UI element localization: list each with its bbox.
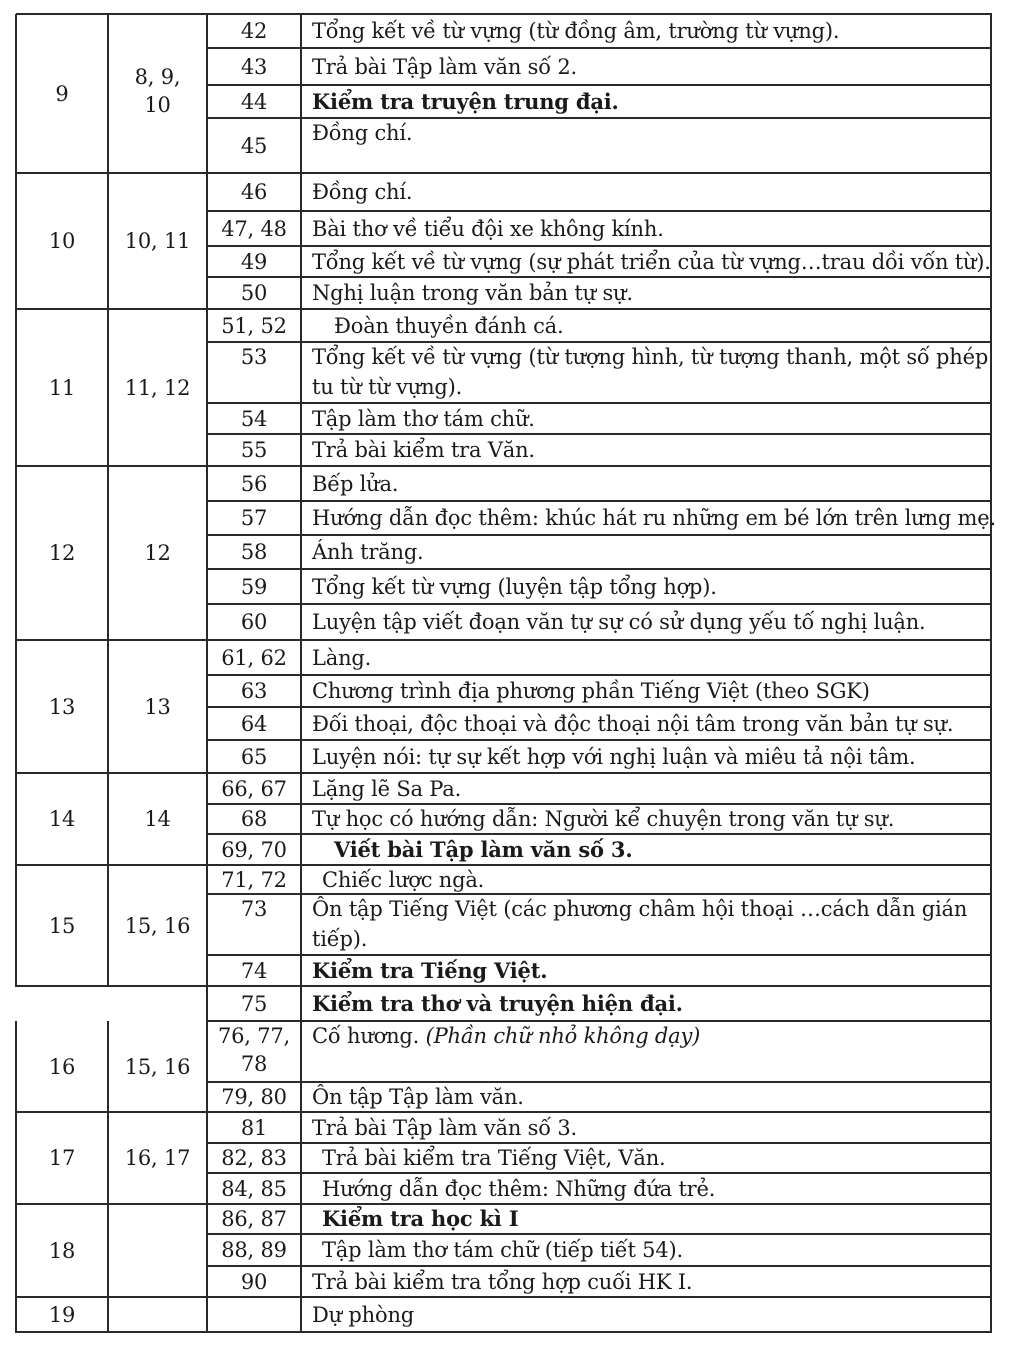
- week-number-cell: 10: [48, 229, 76, 253]
- week-column-rule: [107, 1021, 109, 1113]
- lesson-row-divider: [207, 1265, 992, 1267]
- lesson-title: Trả bài kiểm tra Tiếng Việt, Văn.: [322, 1146, 666, 1170]
- table-left-border: [15, 773, 17, 866]
- lesson-number: 64: [240, 712, 268, 736]
- week-number-cell: 17: [48, 1146, 76, 1170]
- lesson-row-divider: [207, 47, 992, 49]
- lesson-title: Ánh trăng.: [312, 540, 424, 564]
- lesson-row-divider: [207, 1142, 992, 1144]
- lesson-title-note: (Phần chữ nhỏ không dạy): [419, 1024, 701, 1048]
- lesson-title: Trả bài Tập làm văn số 3.: [312, 1116, 577, 1140]
- lesson-title: Bếp lửa.: [312, 472, 399, 496]
- lesson-number: 76, 77,: [217, 1024, 291, 1048]
- lesson-title-line2: tiếp).: [312, 927, 368, 951]
- lesson-number: 82, 83: [221, 1146, 287, 1170]
- lesson-title: Trả bài kiểm tra Văn.: [312, 438, 535, 462]
- lesson-title: Kiểm tra truyện trung đại.: [312, 89, 619, 114]
- lesson-row-divider: [207, 833, 992, 835]
- week-row-divider: [16, 1296, 992, 1298]
- lesson-title: Đối thoại, độc thoại và độc thoại nội tâm trong văn bản tự sự.: [312, 712, 954, 736]
- chapter-cell: 13: [144, 694, 171, 719]
- lesson-title: Kiểm tra học kì I: [322, 1206, 519, 1231]
- lesson-row-divider: [207, 803, 992, 805]
- week-number-cell: 14: [48, 807, 76, 831]
- lesson-title: Ôn tập Tiếng Việt (các phương châm hội thoại …cách dẫn gián: [312, 897, 968, 921]
- lesson-title: Lặng lẽ Sa Pa.: [312, 777, 462, 801]
- lesson-row-divider: [207, 117, 992, 119]
- lesson-row-divider: [207, 341, 992, 343]
- lesson-number: 49: [240, 250, 268, 274]
- lesson-title: Đoàn thuyền đánh cá.: [334, 314, 564, 338]
- lesson-number: 54: [240, 407, 268, 431]
- lesson-title: Tổng kết về từ vựng (sự phát triển của từ vựng…trau dồi vốn từ).: [312, 250, 991, 274]
- lesson-title: [312, 1023, 700, 1049]
- lesson-number: 42: [240, 19, 268, 43]
- chapter-cell: 16, 17: [124, 1146, 191, 1170]
- lesson-title: Tổng kết về từ vựng (từ tượng hình, từ tượng thanh, một số phép: [312, 345, 989, 369]
- chapter-cell: 12: [144, 541, 171, 565]
- week-row-divider: [16, 985, 208, 987]
- week-row-divider: [16, 1111, 992, 1113]
- table-left-border: [15, 1021, 17, 1113]
- table-left-border: [15, 309, 17, 467]
- lesson-title: Chương trình địa phương phần Tiếng Việt (theo SGK): [312, 679, 870, 703]
- lesson-row-divider: [207, 674, 992, 676]
- lesson-number: 81: [240, 1116, 268, 1140]
- lesson-title: Kiểm tra thơ và truyện hiện đại.: [312, 991, 683, 1016]
- week-number-cell: 15: [48, 913, 76, 938]
- lesson-title: Tổng kết về từ vựng (từ đồng âm, trường từ vựng).: [312, 19, 840, 43]
- lesson-title: Tập làm thơ tám chữ (tiếp tiết 54).: [322, 1238, 683, 1262]
- week-row-divider: [16, 772, 992, 774]
- lesson-number: 79, 80: [221, 1085, 287, 1109]
- lesson-number: 73: [240, 897, 268, 921]
- lesson-row-divider: [207, 568, 992, 570]
- chapter-cell: 15, 16: [124, 1054, 191, 1079]
- table-left-border: [15, 1297, 17, 1333]
- lesson-title: Trả bài Tập làm văn số 2.: [312, 55, 577, 79]
- lesson-title: Nghị luận trong văn bản tự sự.: [312, 281, 633, 305]
- week-number-cell: 18: [48, 1238, 76, 1263]
- lesson-row-divider: [207, 500, 992, 502]
- lesson-number: 66, 67: [221, 777, 287, 801]
- table-left-border: [15, 173, 17, 310]
- lesson-number: 71, 72: [221, 868, 287, 892]
- table-left-border: [15, 466, 17, 641]
- table-left-border: [15, 14, 17, 174]
- week-row-divider: [16, 864, 992, 866]
- lesson-number: 69, 70: [221, 838, 287, 862]
- week-number-cell: 12: [48, 541, 76, 565]
- lesson-row-divider: [207, 433, 992, 435]
- lesson-title: Luyện tập viết đoạn văn tự sự có sử dụng yếu tố nghị luận.: [312, 610, 926, 634]
- lesson-number: 63: [240, 679, 268, 703]
- lesson-title: Tổng kết từ vựng (luyện tập tổng hợp).: [312, 575, 717, 599]
- week-column-rule: [107, 865, 109, 987]
- week-row-divider: [16, 172, 992, 174]
- table-left-border: [15, 1204, 17, 1298]
- lesson-title: Tự học có hướng dẫn: Người kể chuyện trong văn tự sự.: [312, 807, 895, 831]
- lesson-number: 59: [240, 575, 268, 599]
- lesson-number: 58: [240, 540, 268, 564]
- lesson-title: Bài thơ về tiểu đội xe không kính.: [312, 217, 664, 241]
- lesson-title: Chiếc lược ngà.: [322, 868, 485, 892]
- lesson-number: 44: [240, 90, 268, 114]
- chapter-cell: 8, 9,: [134, 64, 181, 89]
- lesson-number: 43: [240, 55, 268, 79]
- table-left-border: [15, 865, 17, 987]
- table-top-border: [16, 13, 992, 15]
- lesson-row-divider: [207, 954, 992, 956]
- lesson-number: 61, 62: [221, 646, 287, 670]
- lesson-row-divider: [207, 84, 992, 86]
- lesson-number-line2: 78: [240, 1052, 268, 1076]
- chapter-cell: 11, 12: [124, 375, 191, 400]
- week-column-rule: [107, 1204, 109, 1298]
- lesson-title-line2: tu từ từ vựng).: [312, 375, 463, 399]
- lesson-title: Dự phòng: [312, 1303, 415, 1327]
- lesson-number: 86, 87: [221, 1207, 287, 1231]
- week-row-divider: [16, 1203, 992, 1205]
- table-left-border: [15, 1112, 17, 1205]
- week-column-rule: [107, 1297, 109, 1333]
- lesson-number: 57: [240, 506, 268, 530]
- lesson-row-divider: [207, 739, 992, 741]
- lesson-number: 45: [240, 134, 268, 158]
- lesson-title: Trả bài kiểm tra tổng hợp cuối HK I.: [312, 1270, 693, 1294]
- lesson-number: 68: [240, 807, 268, 831]
- week-number-cell: 11: [48, 375, 76, 400]
- lesson-row-divider: [207, 245, 992, 247]
- lesson-number: 47, 48: [221, 217, 287, 241]
- lesson-title: Viết bài Tập làm văn số 3.: [334, 837, 633, 862]
- chapter-cell: 10, 11: [124, 229, 191, 253]
- lesson-row-divider: [207, 1233, 992, 1235]
- week-number-cell: 13: [48, 694, 76, 719]
- week-row-divider: [207, 1020, 992, 1022]
- lesson-number: 88, 89: [221, 1238, 287, 1262]
- lesson-number: 75: [240, 992, 268, 1016]
- lesson-title: Ôn tập Tập làm văn.: [312, 1085, 524, 1109]
- lesson-title: Hướng dẫn đọc thêm: Những đứa trẻ.: [322, 1177, 716, 1201]
- lesson-title: Kiểm tra Tiếng Việt.: [312, 958, 548, 983]
- lesson-row-divider: [207, 1172, 992, 1174]
- week-column-rule: [107, 773, 109, 866]
- week-column-rule: [107, 309, 109, 467]
- week-number-cell: 16: [48, 1054, 76, 1079]
- lesson-row-divider: [207, 210, 992, 212]
- lesson-number: 46: [240, 180, 268, 204]
- lesson-row-divider: [207, 706, 992, 708]
- lesson-row-divider: [207, 402, 992, 404]
- week-row-divider: [16, 1331, 992, 1333]
- lesson-number: 65: [240, 745, 268, 769]
- lesson-number: 84, 85: [221, 1177, 287, 1201]
- lesson-number: 90: [240, 1270, 268, 1294]
- lesson-title: Hướng dẫn đọc thêm: khúc hát ru những em bé lớn trên lưng mẹ.: [312, 506, 996, 530]
- chapter-cell: 15, 16: [124, 913, 191, 938]
- lesson-title-main: Cố hương.: [312, 1024, 420, 1048]
- week-row-divider: [16, 308, 992, 310]
- lesson-number: 74: [240, 959, 268, 983]
- week-row-divider: [16, 639, 992, 641]
- lesson-number: 55: [240, 438, 268, 462]
- lesson-number: 53: [240, 345, 268, 369]
- lesson-number: 51, 52: [221, 314, 287, 338]
- lesson-title: Luyện nói: tự sự kết hợp với nghị luận và miêu tả nội tâm.: [312, 745, 916, 769]
- week-row-divider: [16, 465, 992, 467]
- week-column-rule: [107, 173, 109, 310]
- lesson-row-divider: [207, 276, 992, 278]
- week-column-rule: [107, 640, 109, 774]
- lesson-number: 56: [240, 472, 268, 496]
- week-number-cell: 19: [48, 1302, 76, 1327]
- lesson-row-divider: [207, 534, 992, 536]
- week-column-rule: [107, 1112, 109, 1205]
- lesson-row-divider: [207, 1081, 992, 1083]
- chapter-cell: 14: [144, 807, 171, 831]
- lesson-title: Đồng chí.: [312, 180, 413, 204]
- chapter-cell-line2: 10: [144, 92, 171, 117]
- week-column-rule: [107, 14, 109, 174]
- week-column-rule: [107, 466, 109, 641]
- lesson-title: Làng.: [312, 646, 372, 670]
- lesson-row-divider: [207, 893, 992, 895]
- week-number-cell: 9: [55, 81, 69, 106]
- lesson-number: 60: [240, 610, 268, 634]
- table-left-border: [15, 640, 17, 774]
- lesson-title: Đồng chí.: [312, 121, 413, 145]
- lesson-title: Tập làm thơ tám chữ.: [312, 407, 535, 431]
- lesson-row-divider: [207, 603, 992, 605]
- lesson-number: 50: [240, 281, 268, 305]
